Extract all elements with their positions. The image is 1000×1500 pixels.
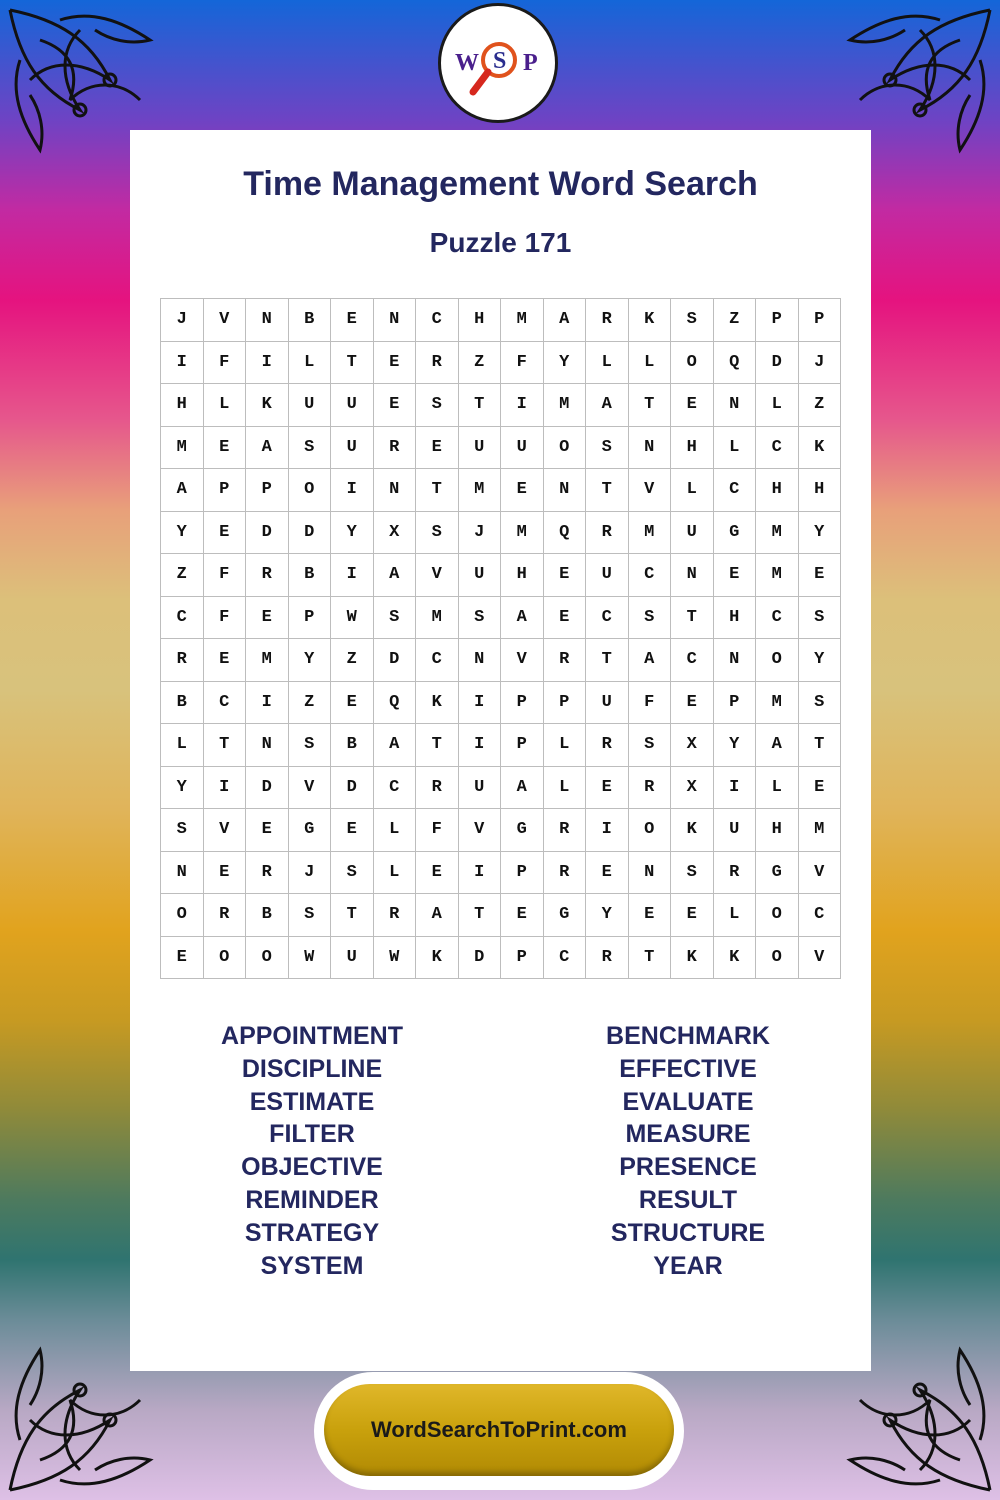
grid-cell[interactable]: E [331, 809, 374, 852]
grid-cell[interactable]: A [756, 724, 799, 767]
grid-cell[interactable]: T [331, 342, 374, 385]
grid-cell[interactable]: S [459, 597, 502, 640]
grid-cell[interactable]: R [204, 894, 247, 937]
word-list-item: ESTIMATE [249, 1087, 375, 1116]
word-list-item: APPOINTMENT [221, 1022, 403, 1050]
grid-cell[interactable]: K [416, 682, 459, 725]
grid-cell[interactable]: S [671, 852, 714, 895]
grid-cell[interactable]: S [799, 597, 842, 640]
grid-cell[interactable]: K [714, 937, 757, 980]
grid-cell[interactable]: S [416, 384, 459, 427]
word-list-item: YEAR [653, 1251, 723, 1280]
grid-cell[interactable]: U [289, 384, 332, 427]
grid-cell[interactable]: A [501, 597, 544, 640]
grid-cell[interactable]: E [586, 767, 629, 810]
grid-cell[interactable]: M [246, 639, 289, 682]
word-list-item: MEASURE [625, 1120, 751, 1149]
grid-cell[interactable]: U [331, 427, 374, 470]
grid-cell[interactable]: R [374, 427, 417, 470]
word-list-item: DISCIPLINE [241, 1054, 383, 1083]
grid-cell[interactable]: W [289, 937, 332, 980]
grid-cell[interactable]: U [714, 809, 757, 852]
grid-cell[interactable]: I [459, 724, 502, 767]
grid-cell[interactable]: E [246, 809, 289, 852]
grid-cell[interactable]: E [204, 512, 247, 555]
grid-cell[interactable]: A [544, 299, 587, 342]
grid-cell[interactable]: C [756, 427, 799, 470]
grid-cell[interactable]: L [586, 342, 629, 385]
grid-cell[interactable]: R [586, 724, 629, 767]
grid-cell[interactable]: I [331, 554, 374, 597]
grid-cell[interactable]: U [331, 384, 374, 427]
grid-cell[interactable]: Q [714, 342, 757, 385]
grid-cell[interactable]: M [501, 512, 544, 555]
grid-cell[interactable]: I [714, 767, 757, 810]
grid-cell[interactable]: Y [161, 767, 204, 810]
grid-cell[interactable]: F [501, 342, 544, 385]
grid-cell[interactable]: M [629, 512, 672, 555]
grid-cell[interactable]: Y [289, 639, 332, 682]
grid-cell[interactable]: A [501, 767, 544, 810]
grid-cell[interactable]: L [544, 724, 587, 767]
grid-cell[interactable]: L [756, 767, 799, 810]
grid-cell[interactable]: T [671, 597, 714, 640]
grid-cell[interactable]: L [161, 724, 204, 767]
grid-cell[interactable]: Z [331, 639, 374, 682]
grid-cell[interactable]: A [629, 639, 672, 682]
grid-cell[interactable]: I [459, 852, 502, 895]
grid-cell[interactable]: N [246, 724, 289, 767]
grid-cell[interactable]: L [629, 342, 672, 385]
grid-cell[interactable]: Y [799, 639, 842, 682]
grid-cell[interactable]: C [544, 937, 587, 980]
grid-cell[interactable]: V [799, 937, 842, 980]
grid-cell[interactable]: V [204, 809, 247, 852]
grid-cell[interactable]: R [629, 767, 672, 810]
grid-cell[interactable]: M [756, 554, 799, 597]
grid-cell[interactable]: E [799, 554, 842, 597]
grid-cell[interactable]: N [161, 852, 204, 895]
grid-cell[interactable]: E [714, 554, 757, 597]
grid-cell[interactable]: R [586, 512, 629, 555]
grid-cell[interactable]: I [331, 469, 374, 512]
grid-cell[interactable]: K [246, 384, 289, 427]
grid-cell[interactable]: R [246, 554, 289, 597]
grid-cell[interactable]: F [204, 342, 247, 385]
grid-cell[interactable]: T [459, 894, 502, 937]
grid-cell[interactable]: S [289, 894, 332, 937]
word-list-item: STRUCTURE [610, 1218, 766, 1247]
grid-cell[interactable]: P [501, 724, 544, 767]
grid-cell[interactable]: O [756, 639, 799, 682]
grid-cell[interactable]: J [161, 299, 204, 342]
grid-cell[interactable]: I [459, 682, 502, 725]
grid-cell[interactable]: E [374, 342, 417, 385]
grid-cell[interactable]: N [459, 639, 502, 682]
grid-cell[interactable]: T [416, 724, 459, 767]
grid-cell[interactable]: Y [544, 342, 587, 385]
word-list-item: SYSTEM [260, 1251, 364, 1280]
grid-cell[interactable]: C [714, 469, 757, 512]
grid-cell[interactable]: C [671, 639, 714, 682]
grid-cell[interactable]: T [799, 724, 842, 767]
word-list-item: OBJECTIVE [241, 1153, 383, 1182]
grid-cell[interactable]: P [799, 299, 842, 342]
grid-cell[interactable]: J [459, 512, 502, 555]
grid-cell[interactable]: O [629, 809, 672, 852]
grid-cell[interactable]: M [756, 682, 799, 725]
grid-cell[interactable]: S [629, 724, 672, 767]
grid-cell[interactable]: X [671, 724, 714, 767]
grid-cell[interactable]: O [756, 937, 799, 980]
grid-cell[interactable]: N [374, 299, 417, 342]
grid-cell[interactable]: R [544, 809, 587, 852]
grid-cell[interactable]: V [204, 299, 247, 342]
grid-cell[interactable]: S [331, 852, 374, 895]
word-list-item: FILTER [269, 1120, 355, 1149]
grid-cell[interactable]: C [756, 597, 799, 640]
word-list-item: PRESENCE [619, 1153, 757, 1182]
grid-cell[interactable]: L [714, 427, 757, 470]
word-list-item: EFFECTIVE [619, 1054, 757, 1083]
grid-cell[interactable]: L [714, 894, 757, 937]
grid-cell[interactable]: R [586, 299, 629, 342]
grid-cell[interactable]: A [586, 384, 629, 427]
grid-cell[interactable]: N [629, 427, 672, 470]
grid-cell[interactable]: T [629, 937, 672, 980]
grid-cell[interactable]: R [416, 342, 459, 385]
grid-cell[interactable]: K [799, 427, 842, 470]
grid-cell[interactable]: N [671, 554, 714, 597]
grid-cell[interactable]: U [586, 682, 629, 725]
grid-cell[interactable]: R [161, 639, 204, 682]
grid-cell[interactable]: G [501, 809, 544, 852]
grid-cell[interactable]: D [756, 342, 799, 385]
grid-cell[interactable]: I [246, 682, 289, 725]
grid-cell[interactable]: L [756, 384, 799, 427]
grid-cell[interactable]: R [374, 894, 417, 937]
grid-cell[interactable]: E [331, 299, 374, 342]
grid-cell[interactable]: E [586, 852, 629, 895]
grid-cell[interactable]: E [374, 384, 417, 427]
grid-cell[interactable]: C [374, 767, 417, 810]
grid-cell[interactable]: L [374, 809, 417, 852]
grid-cell[interactable]: K [416, 937, 459, 980]
grid-cell[interactable]: C [416, 639, 459, 682]
grid-cell[interactable]: A [246, 427, 289, 470]
grid-cell[interactable]: E [671, 384, 714, 427]
puzzle-title: Time Management Word Search [243, 165, 758, 203]
grid-cell[interactable]: N [629, 852, 672, 895]
grid-cell[interactable]: L [204, 384, 247, 427]
grid-cell[interactable]: H [459, 299, 502, 342]
grid-cell[interactable]: H [501, 554, 544, 597]
grid-cell[interactable]: P [544, 682, 587, 725]
grid-cell[interactable]: K [671, 937, 714, 980]
grid-cell[interactable]: P [501, 682, 544, 725]
grid-cell[interactable]: T [331, 894, 374, 937]
grid-cell[interactable]: O [246, 937, 289, 980]
grid-cell[interactable]: S [289, 724, 332, 767]
grid-cell[interactable]: K [629, 299, 672, 342]
grid-cell[interactable]: V [501, 639, 544, 682]
grid-cell[interactable]: I [586, 809, 629, 852]
grid-cell[interactable]: F [416, 809, 459, 852]
grid-cell[interactable]: T [416, 469, 459, 512]
grid-cell[interactable]: A [416, 894, 459, 937]
grid-cell[interactable]: N [544, 469, 587, 512]
word-list-item: STRATEGY [244, 1218, 380, 1247]
grid-cell[interactable]: C [799, 894, 842, 937]
grid-cell[interactable]: E [246, 597, 289, 640]
grid-cell[interactable]: T [204, 724, 247, 767]
grid-cell[interactable]: V [459, 809, 502, 852]
grid-cell[interactable]: D [374, 639, 417, 682]
grid-cell[interactable]: V [289, 767, 332, 810]
grid-cell[interactable]: C [629, 554, 672, 597]
grid-cell[interactable]: S [671, 299, 714, 342]
grid-cell[interactable]: E [799, 767, 842, 810]
grid-cell[interactable]: H [161, 384, 204, 427]
grid-cell[interactable]: V [416, 554, 459, 597]
grid-cell[interactable]: X [374, 512, 417, 555]
grid-cell[interactable]: K [671, 809, 714, 852]
grid-cell[interactable]: S [799, 682, 842, 725]
grid-cell[interactable]: Z [714, 299, 757, 342]
grid-cell[interactable]: B [331, 724, 374, 767]
grid-cell[interactable]: F [204, 597, 247, 640]
grid-cell[interactable]: H [799, 469, 842, 512]
grid-cell[interactable]: D [246, 512, 289, 555]
grid-cell[interactable]: U [459, 554, 502, 597]
grid-cell[interactable]: E [204, 427, 247, 470]
grid-cell[interactable]: O [204, 937, 247, 980]
grid-cell[interactable]: P [246, 469, 289, 512]
grid-cell[interactable]: P [756, 299, 799, 342]
footer-banner-frame [314, 1372, 684, 1490]
grid-cell[interactable]: N [714, 639, 757, 682]
grid-cell[interactable]: B [289, 299, 332, 342]
logo-letter-s: S [493, 48, 507, 74]
grid-cell[interactable]: C [586, 597, 629, 640]
logo-letter-w: W [455, 50, 479, 76]
grid-cell[interactable]: Z [799, 384, 842, 427]
grid-cell[interactable]: D [331, 767, 374, 810]
grid-cell[interactable]: J [289, 852, 332, 895]
site-link-button[interactable]: WordSearchToPrint.com [324, 1384, 674, 1476]
grid-cell[interactable]: R [544, 639, 587, 682]
grid-cell[interactable]: E [331, 682, 374, 725]
letter-grid [160, 298, 841, 979]
grid-cell[interactable]: P [501, 852, 544, 895]
grid-cell[interactable]: M [459, 469, 502, 512]
grid-cell[interactable]: N [714, 384, 757, 427]
grid-cell[interactable]: Q [544, 512, 587, 555]
grid-cell[interactable]: S [289, 427, 332, 470]
grid-cell[interactable]: H [756, 469, 799, 512]
grid-cell[interactable]: R [416, 767, 459, 810]
grid-cell[interactable]: E [161, 937, 204, 980]
grid-cell[interactable]: E [204, 852, 247, 895]
word-list-left [162, 1020, 462, 1282]
grid-cell[interactable]: M [161, 427, 204, 470]
grid-cell[interactable]: Y [331, 512, 374, 555]
grid-cell[interactable]: T [459, 384, 502, 427]
grid-cell[interactable]: I [501, 384, 544, 427]
grid-cell[interactable]: T [629, 384, 672, 427]
grid-cell[interactable]: E [544, 554, 587, 597]
grid-cell[interactable]: M [416, 597, 459, 640]
grid-cell[interactable]: P [289, 597, 332, 640]
grid-cell[interactable]: G [714, 512, 757, 555]
grid-cell[interactable]: M [544, 384, 587, 427]
grid-cell[interactable]: O [161, 894, 204, 937]
grid-cell[interactable]: R [586, 937, 629, 980]
grid-cell[interactable]: E [671, 682, 714, 725]
grid-cell[interactable]: L [671, 469, 714, 512]
grid-cell[interactable]: S [374, 597, 417, 640]
grid-cell[interactable]: E [629, 894, 672, 937]
grid-cell[interactable]: C [161, 597, 204, 640]
grid-cell[interactable]: O [671, 342, 714, 385]
word-list-item: EVALUATE [622, 1087, 754, 1116]
grid-cell[interactable]: L [289, 342, 332, 385]
logo-letter-p: P [523, 50, 538, 76]
grid-cell[interactable]: M [756, 512, 799, 555]
grid-cell[interactable]: Z [289, 682, 332, 725]
grid-cell[interactable]: E [204, 639, 247, 682]
grid-cell[interactable]: A [374, 724, 417, 767]
grid-cell[interactable]: N [374, 469, 417, 512]
grid-cell[interactable]: S [161, 809, 204, 852]
grid-cell[interactable]: B [246, 894, 289, 937]
grid-cell[interactable]: D [459, 937, 502, 980]
grid-cell[interactable]: R [246, 852, 289, 895]
grid-cell[interactable]: D [289, 512, 332, 555]
grid-cell[interactable]: B [289, 554, 332, 597]
grid-cell[interactable]: W [374, 937, 417, 980]
puzzle-number: Puzzle 171 [429, 227, 572, 258]
grid-cell[interactable]: V [629, 469, 672, 512]
grid-cell[interactable]: Q [374, 682, 417, 725]
grid-cell[interactable]: U [459, 767, 502, 810]
word-list-item: RESULT [638, 1185, 738, 1214]
grid-cell[interactable]: Y [714, 724, 757, 767]
grid-cell[interactable]: N [246, 299, 289, 342]
grid-cell[interactable]: T [586, 469, 629, 512]
grid-cell[interactable]: E [501, 894, 544, 937]
grid-cell[interactable]: S [629, 597, 672, 640]
grid-cell[interactable]: H [756, 809, 799, 852]
grid-cell[interactable]: H [671, 427, 714, 470]
grid-cell[interactable]: J [799, 342, 842, 385]
grid-cell[interactable]: W [331, 597, 374, 640]
grid-cell[interactable]: G [289, 809, 332, 852]
grid-cell[interactable]: S [416, 512, 459, 555]
grid-cell[interactable]: T [586, 639, 629, 682]
grid-cell[interactable]: P [501, 937, 544, 980]
grid-cell[interactable]: M [799, 809, 842, 852]
grid-cell[interactable]: M [501, 299, 544, 342]
grid-cell[interactable]: U [586, 554, 629, 597]
grid-cell[interactable]: U [671, 512, 714, 555]
grid-cell[interactable]: A [161, 469, 204, 512]
grid-cell[interactable]: A [374, 554, 417, 597]
grid-cell[interactable]: Y [586, 894, 629, 937]
grid-cell[interactable]: Y [799, 512, 842, 555]
grid-cell[interactable]: V [799, 852, 842, 895]
grid-cell[interactable]: E [501, 469, 544, 512]
grid-cell[interactable]: L [374, 852, 417, 895]
grid-cell[interactable]: B [161, 682, 204, 725]
grid-cell[interactable]: C [416, 299, 459, 342]
grid-cell[interactable]: P [714, 682, 757, 725]
grid-cell[interactable]: C [204, 682, 247, 725]
grid-cell[interactable]: E [671, 894, 714, 937]
grid-cell[interactable]: L [544, 767, 587, 810]
grid-cell[interactable]: G [544, 894, 587, 937]
grid-cell[interactable]: I [246, 342, 289, 385]
word-list-item: REMINDER [245, 1185, 379, 1214]
grid-cell[interactable]: E [416, 427, 459, 470]
grid-cell[interactable]: I [161, 342, 204, 385]
grid-cell[interactable]: X [671, 767, 714, 810]
grid-cell[interactable]: Z [459, 342, 502, 385]
grid-cell[interactable]: G [756, 852, 799, 895]
word-list-item: BENCHMARK [606, 1022, 770, 1050]
grid-cell[interactable]: F [204, 554, 247, 597]
wsp-logo[interactable] [438, 3, 558, 123]
grid-cell[interactable]: Y [161, 512, 204, 555]
grid-cell[interactable]: F [629, 682, 672, 725]
grid-cell[interactable]: H [714, 597, 757, 640]
grid-cell[interactable]: Z [161, 554, 204, 597]
grid-cell[interactable]: U [459, 427, 502, 470]
grid-cell[interactable]: D [246, 767, 289, 810]
grid-cell[interactable]: O [544, 427, 587, 470]
grid-cell[interactable]: E [416, 852, 459, 895]
grid-cell[interactable]: I [204, 767, 247, 810]
grid-cell[interactable]: O [756, 894, 799, 937]
grid-cell[interactable]: S [586, 427, 629, 470]
puzzle-card [130, 130, 871, 1371]
grid-cell[interactable]: R [714, 852, 757, 895]
grid-cell[interactable]: R [544, 852, 587, 895]
word-list-right [538, 1020, 838, 1282]
grid-cell[interactable]: P [204, 469, 247, 512]
grid-cell[interactable]: E [544, 597, 587, 640]
grid-cell[interactable]: U [501, 427, 544, 470]
grid-cell[interactable]: U [331, 937, 374, 980]
grid-cell[interactable]: O [289, 469, 332, 512]
